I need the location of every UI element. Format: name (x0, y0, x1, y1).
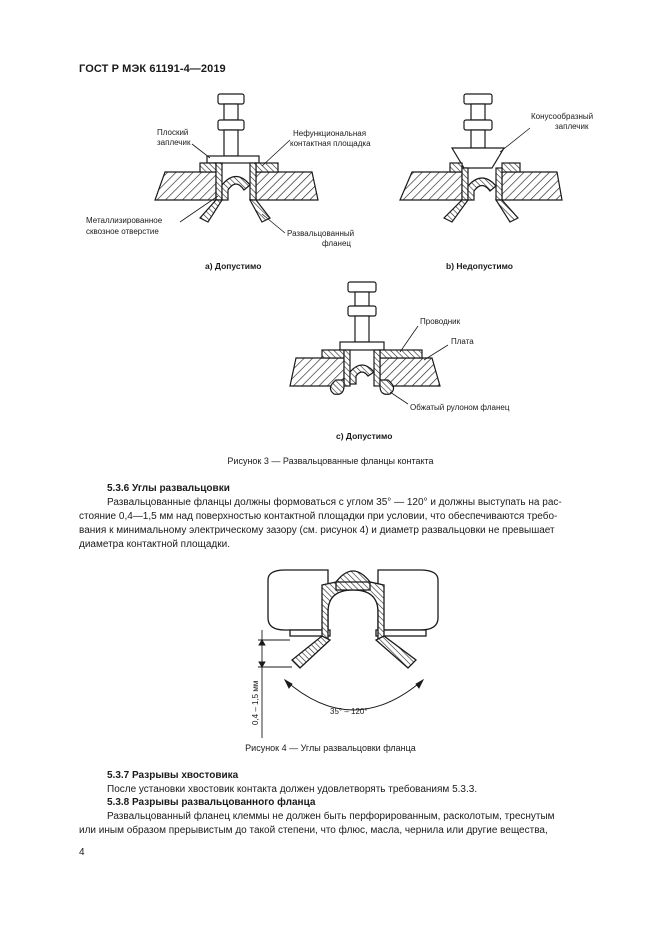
section-537-paragraph (79, 783, 613, 797)
section-536-title: 5.3.6 Углы развальцовки (107, 483, 230, 494)
figure3a-drawing (155, 94, 318, 222)
subcaption-a: а) Допустимо (205, 261, 262, 271)
text-line: или иным образом прерывистым до такой степени, что флюс, масла, чернила или другие вещества, (79, 825, 548, 836)
document-header: ГОСТ Р МЭК 61191-4—2019 (79, 63, 226, 75)
text-line: стояние 0,4—1,5 мм над поверхностью контактной площадки при условии, что обеспечиваются требо- (79, 511, 558, 522)
section-537-title: 5.3.7 Разрывы хвостовика (107, 770, 239, 781)
text-line: вания к минимальному электрическому зазору (см. рисунок 4) и диаметр развальцовки не превышает (79, 525, 555, 536)
label-nonfunctional-pad-2: контактная площадка (290, 139, 371, 148)
text-line: После установки хвостовик контакта должен удовлетворять требованиям 5.3.3. (107, 784, 478, 795)
label-flat-cap-1: Плоский (157, 128, 189, 137)
subcaption-b: b) Недопустимо (446, 261, 513, 271)
section-538-title: 5.3.8 Разрывы развальцованного фланца (107, 797, 316, 808)
dimension-angle: 35° – 120° (330, 707, 368, 716)
section-536-paragraph (79, 496, 613, 552)
section-538-paragraph (79, 810, 613, 838)
label-board: Плата (451, 337, 474, 346)
figure4-drawing (268, 570, 438, 668)
text-line: Развальцованные фланцы должны формоваться с углом 35° — 120° и должны выступать на рас- (107, 497, 562, 508)
label-flange-1: Развальцованный (287, 229, 355, 238)
label-flange-2: фланец (322, 239, 351, 248)
text-line: диаметра контактной площадки. (79, 539, 230, 550)
label-cone-cap-1: Конусообразный (531, 112, 594, 121)
text-line: Развальцованный фланец клеммы не должен быть перфорированным, расколотым, треснутым (107, 811, 555, 822)
label-cone-cap-2: заплечик (555, 122, 589, 131)
label-nonfunctional-pad-1: Нефункциональная (293, 129, 367, 138)
figure3c-drawing (290, 282, 440, 394)
label-rolled-flange: Обжатый рулоном фланец (410, 403, 510, 412)
label-plated-hole-2: сквозное отверстие (86, 227, 159, 236)
dimension-height: 0,4 – 1,5 мм (251, 680, 260, 725)
label-plated-hole-1: Металлизированное (86, 216, 163, 225)
label-conductor: Проводник (420, 317, 461, 326)
figure4-caption: Рисунок 4 — Углы развальцовки фланца (245, 743, 416, 753)
label-flat-cap-2: заплечик (157, 138, 191, 147)
figure3-caption: Рисунок 3 — Развальцованные фланцы контакта (227, 456, 434, 466)
page-number: 4 (79, 847, 85, 858)
subcaption-c: c) Допустимо (336, 431, 393, 441)
